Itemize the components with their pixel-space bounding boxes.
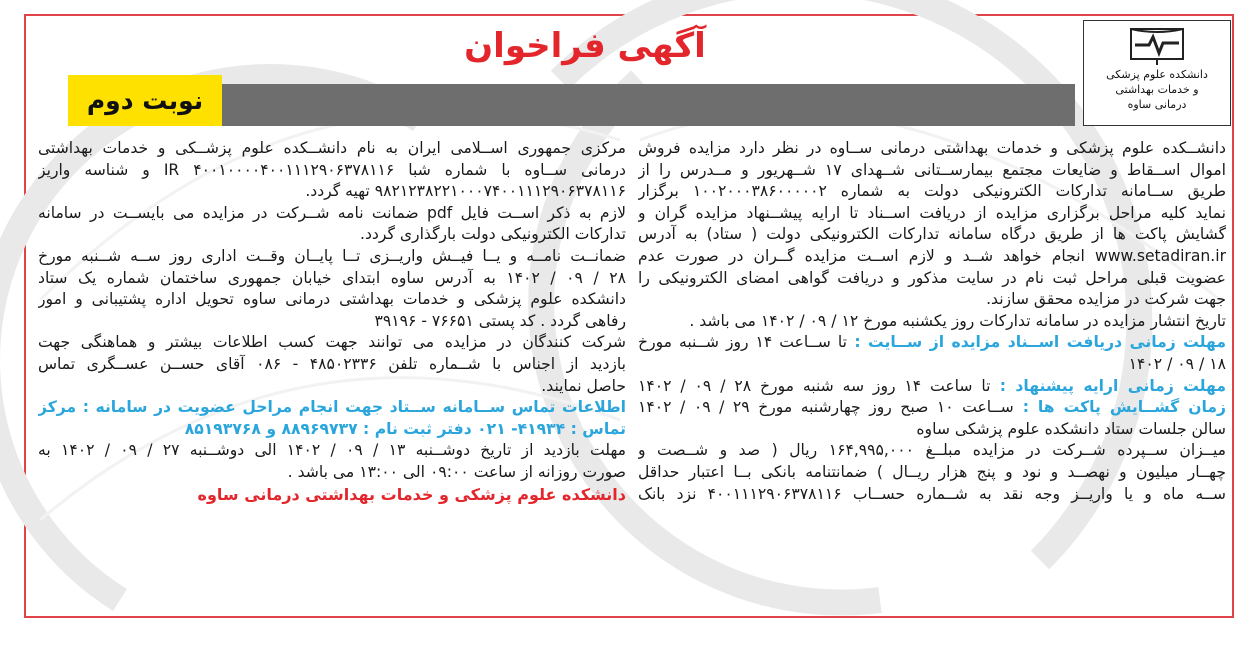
text-line [638, 203, 1226, 225]
line-text: رفاهی گردد . کد پستی ۷۶۶۵۱ - ۳۹۱۹۶ [374, 311, 626, 330]
text-line [638, 289, 1226, 311]
line-text: تماس : ۴۱۹۳۴- ۰۲۱ دفتر ثبت نام : ۸۸۹۶۹۷۳۷ و ۸۵۱۹۳۷۶۸ [184, 419, 626, 438]
line-text: نماید کلیه مراحل برگزاری مزایده از دریافت اســناد تا ارایه پیشــنهاد مزایده گران و [638, 203, 1226, 222]
text-line [638, 376, 1226, 398]
line-text: ضمانــت نامــه و یــا فیــش واریــزی تــا پایــان وقــت اداری روز ســه شــنبه مورخ [38, 246, 626, 265]
text-line [638, 138, 1226, 160]
line-text: تاریخ انتشار مزایده در سامانه تدارکات روز یکشنبه مورخ ۱۲ / ۰۹ / ۱۴۰۲ می باشد . [689, 311, 1226, 330]
line-text: تا ســاعت ۱۴ روز شــنبه مورخ [638, 333, 847, 352]
text-line [38, 246, 626, 268]
text-line [38, 419, 626, 441]
line-text: جهت شرکت در مزایده محقق سازند. [986, 290, 1226, 309]
right-column [638, 138, 1226, 505]
line-text: ۹۸۲۱۲۳۸۲۲۱۰۰۰۷۴۰۰۱۱۱۲۹۰۶۳۷۸۱۱۶ تهیه گردد. [305, 182, 626, 201]
text-line [38, 311, 626, 333]
text-line [38, 181, 626, 203]
line-text: صورت روزانه از ساعت ۰۹:۰۰ الی ۱۳:۰۰ می باشد . [287, 462, 626, 481]
line-text: حاصل نمایند. [541, 376, 626, 395]
text-line [638, 224, 1226, 246]
text-line [38, 203, 626, 225]
highlight-label: زمان گشــایش پاکت ها : [1013, 398, 1226, 417]
text-line [38, 440, 626, 462]
line-text: ســه ماه و یا واریــز وجه نقد به شــماره حســاب ۴۰۰۱۱۱۲۹۰۶۳۷۸۱۱۶ نزد بانک [638, 484, 1226, 503]
text-line [38, 224, 626, 246]
logo-text-2: و خدمات بهداشتی [1115, 83, 1199, 96]
page-title: آگهی فراخوان [464, 26, 706, 66]
line-text: ۲۸ / ۰۹ / ۱۴۰۲ به آدرس ساوه ابتدای خیابان جمهوری ساختمان شماره یک ستاد [38, 268, 626, 287]
line-text: طریق ســامانه تدارکات الکترونیکی دولت به شماره ۱۰۰۲۰۰۰۳۸۶۰۰۰۰۰۲ برگزار [638, 182, 1226, 201]
text-line [38, 160, 626, 182]
text-line [638, 484, 1226, 506]
logo-text-3: درمانی ساوه [1127, 98, 1187, 111]
line-text: عضویت قبلی مراحل ثبت نام در سایت مذکور و دریافت گواهی امضای الکترونیکی را [638, 268, 1226, 287]
line-text: سالن جلسات ستاد دانشکده علوم پزشکی ساوه [916, 419, 1226, 438]
logo-text-1: دانشکده علوم پزشکی [1106, 68, 1208, 81]
highlight-label: مهلت زمانی دریافت اســناد مزایده از ســایت : [846, 333, 1226, 352]
line-text: www.setadiran.ir انجام خواهد شــد و لازم اســت مزایده گــران در صورت عدم [638, 246, 1226, 265]
left-column [38, 138, 626, 505]
line-text: دانشکده علوم پزشکی و خدمات بهداشتی درمانی ساوه تحویل اداره پشتیبانی و امور [38, 290, 626, 309]
text-line [38, 462, 626, 484]
text-line [38, 397, 626, 419]
line-text: میــزان ســپرده شــرکت در مزایده مبلــغ ۱۶۴,۹۹۵,۰۰۰ ریال ( صد و شــصت و [638, 441, 1226, 460]
line-text: چهــار میلیون و نهصــد و نود و پنج هزار ریــال ) ضمانتنامه بانکی بــا اعتبار حداقل [638, 462, 1226, 481]
line-text: بازدید از اجناس با شــماره تلفن ۴۸۵۰۲۳۳۶ - ۰۸۶ آقای حســن عســگری تماس [38, 354, 626, 373]
logo-book-heartbeat-icon [1125, 25, 1189, 67]
line-text: گشایش پاکت ها از طریق درگاه سامانه تدارکات الکترونیکی دولت ( ستاد) به آدرس [638, 225, 1226, 244]
text-line [638, 181, 1226, 203]
line-text: تا ساعت ۱۴ روز سه شنبه مورخ ۲۸ / ۰۹ / ۱۴۰۲ [638, 376, 991, 395]
text-line [638, 311, 1226, 333]
text-line [638, 246, 1226, 268]
line-text: مرکزی جمهوری اســلامی ایران به نام دانشــکده علوم پزشــکی و خدمات بهداشتی [38, 139, 626, 157]
text-line [638, 332, 1226, 354]
text-line [638, 160, 1226, 182]
line-text: اطلاعات تماس ســامانه ســتاد جهت انجام مراحل عضویت در سامانه : مرکز [38, 398, 626, 417]
text-line [638, 354, 1226, 376]
highlight-label: مهلت زمانی ارایه پیشنهاد : [990, 376, 1226, 395]
line-text: لازم به ذکر اســت فایل pdf ضمانت نامه شــرکت در مزایده می بایســت در سامانه [38, 203, 626, 222]
text-line [38, 268, 626, 290]
text-line [38, 376, 626, 398]
text-line [38, 332, 626, 354]
line-text: مهلت بازدید از تاریخ دوشــنبه ۱۳ / ۰۹ / ۱۴۰۲ الی دوشــنبه ۲۷ / ۰۹ / ۱۴۰۲ به [38, 441, 626, 460]
text-line [638, 268, 1226, 290]
text-line [38, 138, 626, 160]
text-line [38, 484, 626, 506]
text-line [38, 289, 626, 311]
line-text: دانشکده علوم پزشکی و خدمات بهداشتی درمانی ساوه [197, 484, 626, 504]
text-line [638, 419, 1226, 441]
line-text: شرکت کنندگان در مزایده می توانند جهت کسب اطلاعات بیشتر و هماهنگی جهت [38, 333, 626, 352]
line-text: ۱۸ / ۰۹ / ۱۴۰۲ [1128, 354, 1226, 373]
text-line [638, 397, 1226, 419]
text-line [638, 440, 1226, 462]
university-logo [1083, 20, 1231, 126]
round-badge: نوبت دوم [68, 75, 222, 126]
line-text: ســاعت ۱۰ صبح روز چهارشنبه مورخ ۲۹ / ۰۹ / ۱۴۰۲ [638, 398, 1014, 417]
text-line [638, 462, 1226, 484]
line-text: اموال اســقاط و ضایعات مجتمع بیمارســتانی شــهدای ۱۷ شــهریور و مــدرس را از [638, 160, 1226, 179]
line-text: تدارکات الکترونیکی دولت بارگذاری گردد. [360, 225, 626, 244]
line-text: درمانی ســاوه با شماره شبا ۴۰۰۱۰۰۰۰۴۰۰۱۱۱۲۹۰۶۳۷۸۱۱۶ IR و شناسه واریز [38, 160, 626, 179]
text-line [38, 354, 626, 376]
line-text: دانشــکده علوم پزشکی و خدمات بهداشتی درمانی ســاوه در نظر دارد مزایده فروش [638, 139, 1226, 157]
